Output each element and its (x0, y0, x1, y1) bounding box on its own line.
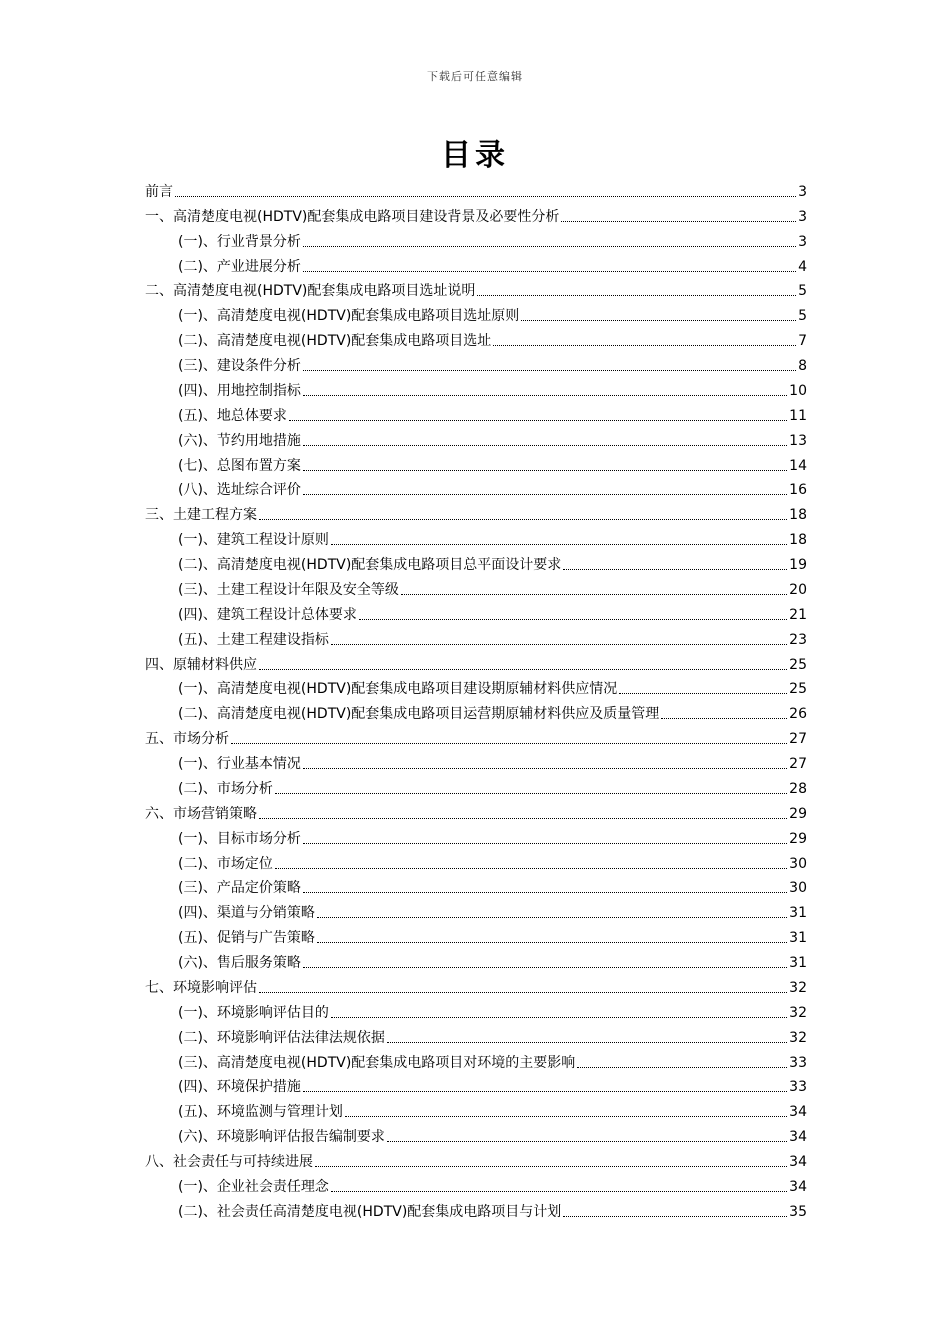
toc-entry-page-number: 30 (789, 880, 807, 897)
toc-dot-leader (259, 519, 787, 520)
toc-entry-label: (二)、环境影响评估法律法规依据 (178, 1029, 385, 1046)
toc-entry-label: (一)、环境影响评估目的 (178, 1004, 329, 1021)
toc-entry-label: (三)、高清楚度电视(HDTV)配套集成电路项目对环境的主要影响 (178, 1054, 576, 1071)
toc-dot-leader (387, 1141, 787, 1142)
toc-entry-label: (五)、促销与广告策略 (178, 930, 315, 947)
toc-entry[interactable] (145, 375, 807, 400)
toc-entry[interactable] (145, 1096, 807, 1121)
toc-entry[interactable] (145, 1022, 807, 1047)
toc-entry-label: (一)、企业社会责任理念 (178, 1178, 329, 1195)
toc-entry[interactable] (145, 325, 807, 350)
toc-entry[interactable] (145, 972, 807, 997)
toc-entry-label: 三、土建工程方案 (145, 507, 257, 524)
toc-entry-page-number: 13 (789, 432, 807, 449)
toc-entry-page-number: 31 (789, 955, 807, 971)
toc-entry[interactable] (145, 823, 807, 848)
toc-entry-page-number: 18 (789, 532, 807, 549)
toc-entry-page-number: 33 (789, 1079, 807, 1096)
toc-entry-label: (一)、高清楚度电视(HDTV)配套集成电路项目选址原则 (178, 308, 520, 325)
toc-dot-leader (331, 1191, 787, 1192)
toc-dot-leader (317, 917, 787, 918)
toc-dot-leader (577, 1067, 787, 1068)
header-note: 下载后可任意编辑 (427, 70, 523, 83)
toc-entry[interactable] (145, 350, 807, 375)
toc-entry[interactable] (145, 1072, 807, 1097)
toc-entry[interactable] (145, 1171, 807, 1196)
toc-entry[interactable] (145, 624, 807, 649)
toc-entry-page-number: 32 (789, 1004, 807, 1021)
toc-entry-label: (二)、高清楚度电视(HDTV)配套集成电路项目总平面设计要求 (178, 557, 562, 573)
toc-entry-label: (三)、土建工程设计年限及安全等级 (178, 581, 399, 598)
toc-dot-leader (331, 544, 787, 545)
toc-dot-leader (345, 1116, 787, 1117)
toc-entry[interactable] (145, 947, 807, 972)
toc-entry[interactable] (145, 524, 807, 549)
toc-entry-page-number: 28 (789, 780, 807, 797)
toc-entry[interactable] (145, 649, 807, 674)
toc-dot-leader (521, 320, 796, 321)
toc-entry-page-number: 27 (789, 756, 807, 772)
toc-entry[interactable] (145, 300, 807, 325)
toc-entry[interactable] (145, 251, 807, 276)
toc-entry-label: 前言 (145, 183, 173, 200)
toc-entry[interactable] (145, 897, 807, 922)
toc-dot-leader (331, 644, 787, 645)
toc-dot-leader (303, 370, 796, 371)
toc-entry[interactable] (145, 599, 807, 624)
toc-dot-leader (303, 843, 787, 844)
toc-entry-page-number: 34 (789, 1104, 807, 1121)
toc-entry-page-number: 18 (789, 507, 807, 524)
toc-dot-leader (317, 942, 787, 943)
toc-entry[interactable] (145, 1196, 807, 1221)
toc-dot-leader (561, 221, 796, 222)
toc-entry[interactable] (145, 226, 807, 251)
toc-entry-page-number: 35 (789, 1203, 807, 1220)
toc-entry-label: (一)、行业背景分析 (178, 233, 301, 250)
toc-entry-page-number: 25 (789, 656, 807, 673)
toc-entry-page-number: 3 (798, 208, 807, 225)
toc-entry-label: (一)、目标市场分析 (178, 830, 301, 847)
toc-entry-page-number: 29 (789, 805, 807, 822)
toc-dot-leader (619, 693, 787, 694)
toc-entry-page-number: 21 (789, 606, 807, 623)
toc-entry-label: (七)、总图布置方案 (178, 457, 301, 474)
toc-entry-label: (五)、土建工程建设指标 (178, 631, 329, 648)
toc-entry-page-number: 4 (798, 258, 807, 275)
toc-entry-page-number: 5 (798, 308, 807, 325)
toc-entry-page-number: 34 (789, 1154, 807, 1170)
toc-dot-leader (275, 868, 787, 869)
toc-entry-page-number: 34 (789, 1178, 807, 1195)
toc-entry-page-number: 31 (789, 905, 807, 922)
toc-dot-leader (661, 718, 787, 719)
toc-entry-label: (六)、售后服务策略 (178, 955, 301, 971)
toc-entry[interactable] (145, 549, 807, 574)
toc-entry[interactable] (145, 773, 807, 798)
toc-entry-label: 一、高清楚度电视(HDTV)配套集成电路项目建设背景及必要性分析 (145, 208, 560, 225)
toc-entry-page-number: 14 (789, 457, 807, 474)
toc-dot-leader (563, 1216, 787, 1217)
toc-entry-label: (四)、渠道与分销策略 (178, 905, 315, 922)
toc-entry[interactable] (145, 848, 807, 873)
toc-entry-label: (二)、高清楚度电视(HDTV)配套集成电路项目选址 (178, 333, 492, 350)
toc-entry-label: (六)、节约用地措施 (178, 432, 301, 449)
toc-entry-label: (一)、行业基本情况 (178, 756, 301, 772)
toc-dot-leader (563, 569, 787, 570)
table-of-contents (145, 176, 807, 1221)
toc-entry[interactable] (145, 1146, 807, 1171)
toc-entry[interactable] (145, 922, 807, 947)
toc-dot-leader (259, 992, 787, 993)
toc-entry-label: (三)、建设条件分析 (178, 358, 301, 374)
toc-entry-page-number: 16 (789, 482, 807, 499)
toc-dot-leader (303, 967, 787, 968)
toc-entry-page-number: 26 (789, 706, 807, 723)
toc-entry-label: (四)、用地控制指标 (178, 382, 301, 399)
toc-entry-page-number: 5 (798, 283, 807, 300)
toc-entry-label: (二)、社会责任高清楚度电视(HDTV)配套集成电路项目与计划 (178, 1203, 562, 1220)
toc-dot-leader (303, 395, 787, 396)
toc-entry[interactable] (145, 1121, 807, 1146)
toc-entry-page-number: 10 (789, 382, 807, 399)
toc-entry-label: (二)、市场定位 (178, 855, 273, 872)
toc-dot-leader (303, 271, 796, 272)
toc-dot-leader (401, 594, 787, 595)
toc-entry-label: (一)、高清楚度电视(HDTV)配套集成电路项目建设期原辅材料供应情况 (178, 681, 618, 698)
toc-entry-label: (二)、市场分析 (178, 780, 273, 797)
toc-entry-page-number: 19 (789, 557, 807, 573)
toc-entry-page-number: 8 (798, 358, 807, 374)
toc-dot-leader (359, 619, 787, 620)
toc-entry-page-number: 32 (789, 1029, 807, 1046)
toc-dot-leader (303, 892, 787, 893)
toc-entry[interactable] (145, 400, 807, 425)
toc-entry-label: 八、社会责任与可持续进展 (145, 1154, 313, 1170)
toc-entry[interactable] (145, 698, 807, 723)
toc-entry-page-number: 3 (798, 183, 807, 200)
toc-dot-leader (303, 445, 787, 446)
toc-entry-page-number: 27 (789, 731, 807, 748)
toc-entry-label: 六、市场营销策略 (145, 805, 257, 822)
toc-entry[interactable] (145, 798, 807, 823)
toc-dot-leader (315, 1166, 787, 1167)
toc-entry-page-number: 31 (789, 930, 807, 947)
toc-dot-leader (303, 246, 796, 247)
toc-entry[interactable] (145, 425, 807, 450)
toc-entry-page-number: 11 (789, 407, 807, 424)
toc-dot-leader (303, 470, 787, 471)
toc-entry-page-number: 29 (789, 830, 807, 847)
toc-dot-leader (275, 793, 787, 794)
toc-entry-label: 二、高清楚度电视(HDTV)配套集成电路项目选址说明 (145, 283, 476, 300)
toc-dot-leader (289, 420, 787, 421)
toc-entry-page-number: 33 (789, 1054, 807, 1071)
toc-entry-page-number: 20 (789, 581, 807, 598)
toc-entry[interactable] (145, 201, 807, 226)
toc-dot-leader (175, 196, 796, 197)
toc-entry-label: 七、环境影响评估 (145, 979, 257, 996)
toc-entry[interactable] (145, 276, 807, 301)
toc-dot-leader (493, 345, 796, 346)
toc-dot-leader (303, 1091, 787, 1092)
toc-entry-page-number: 25 (789, 681, 807, 698)
toc-dot-leader (387, 1042, 787, 1043)
toc-entry-label: (四)、环境保护措施 (178, 1079, 301, 1096)
toc-entry[interactable] (145, 176, 807, 201)
toc-entry-label: (五)、环境监测与管理计划 (178, 1104, 343, 1121)
toc-entry-label: (一)、建筑工程设计原则 (178, 532, 329, 549)
toc-entry-label: (三)、产品定价策略 (178, 880, 301, 897)
toc-entry-page-number: 23 (789, 631, 807, 648)
toc-dot-leader (477, 295, 796, 296)
toc-entry[interactable] (145, 723, 807, 748)
toc-entry[interactable] (145, 674, 807, 699)
toc-dot-leader (259, 818, 787, 819)
toc-entry-label: (六)、环境影响评估报告编制要求 (178, 1129, 385, 1146)
toc-entry[interactable] (145, 873, 807, 898)
toc-dot-leader (259, 669, 787, 670)
toc-dot-leader (303, 494, 787, 495)
toc-entry[interactable] (145, 450, 807, 475)
toc-entry-label: 五、市场分析 (145, 731, 229, 748)
toc-entry-page-number: 34 (789, 1129, 807, 1146)
toc-entry-label: (二)、高清楚度电视(HDTV)配套集成电路项目运营期原辅材料供应及质量管理 (178, 706, 660, 723)
toc-entry[interactable] (145, 748, 807, 773)
toc-entry[interactable] (145, 997, 807, 1022)
toc-entry-label: 四、原辅材料供应 (145, 656, 257, 673)
toc-entry-page-number: 3 (798, 233, 807, 250)
toc-entry-label: (八)、选址综合评价 (178, 482, 301, 499)
page-title: 目录 (441, 138, 509, 173)
toc-entry-page-number: 7 (798, 333, 807, 350)
toc-entry[interactable] (145, 574, 807, 599)
toc-dot-leader (331, 1017, 787, 1018)
toc-entry[interactable] (145, 499, 807, 524)
toc-entry-label: (四)、建筑工程设计总体要求 (178, 606, 357, 623)
toc-dot-leader (231, 743, 787, 744)
toc-entry-label: (五)、地总体要求 (178, 407, 287, 424)
toc-entry[interactable] (145, 1047, 807, 1072)
toc-entry[interactable] (145, 475, 807, 500)
toc-entry-page-number: 30 (789, 855, 807, 872)
toc-entry-label: (二)、产业进展分析 (178, 258, 301, 275)
toc-dot-leader (303, 768, 787, 769)
toc-entry-page-number: 32 (789, 979, 807, 996)
